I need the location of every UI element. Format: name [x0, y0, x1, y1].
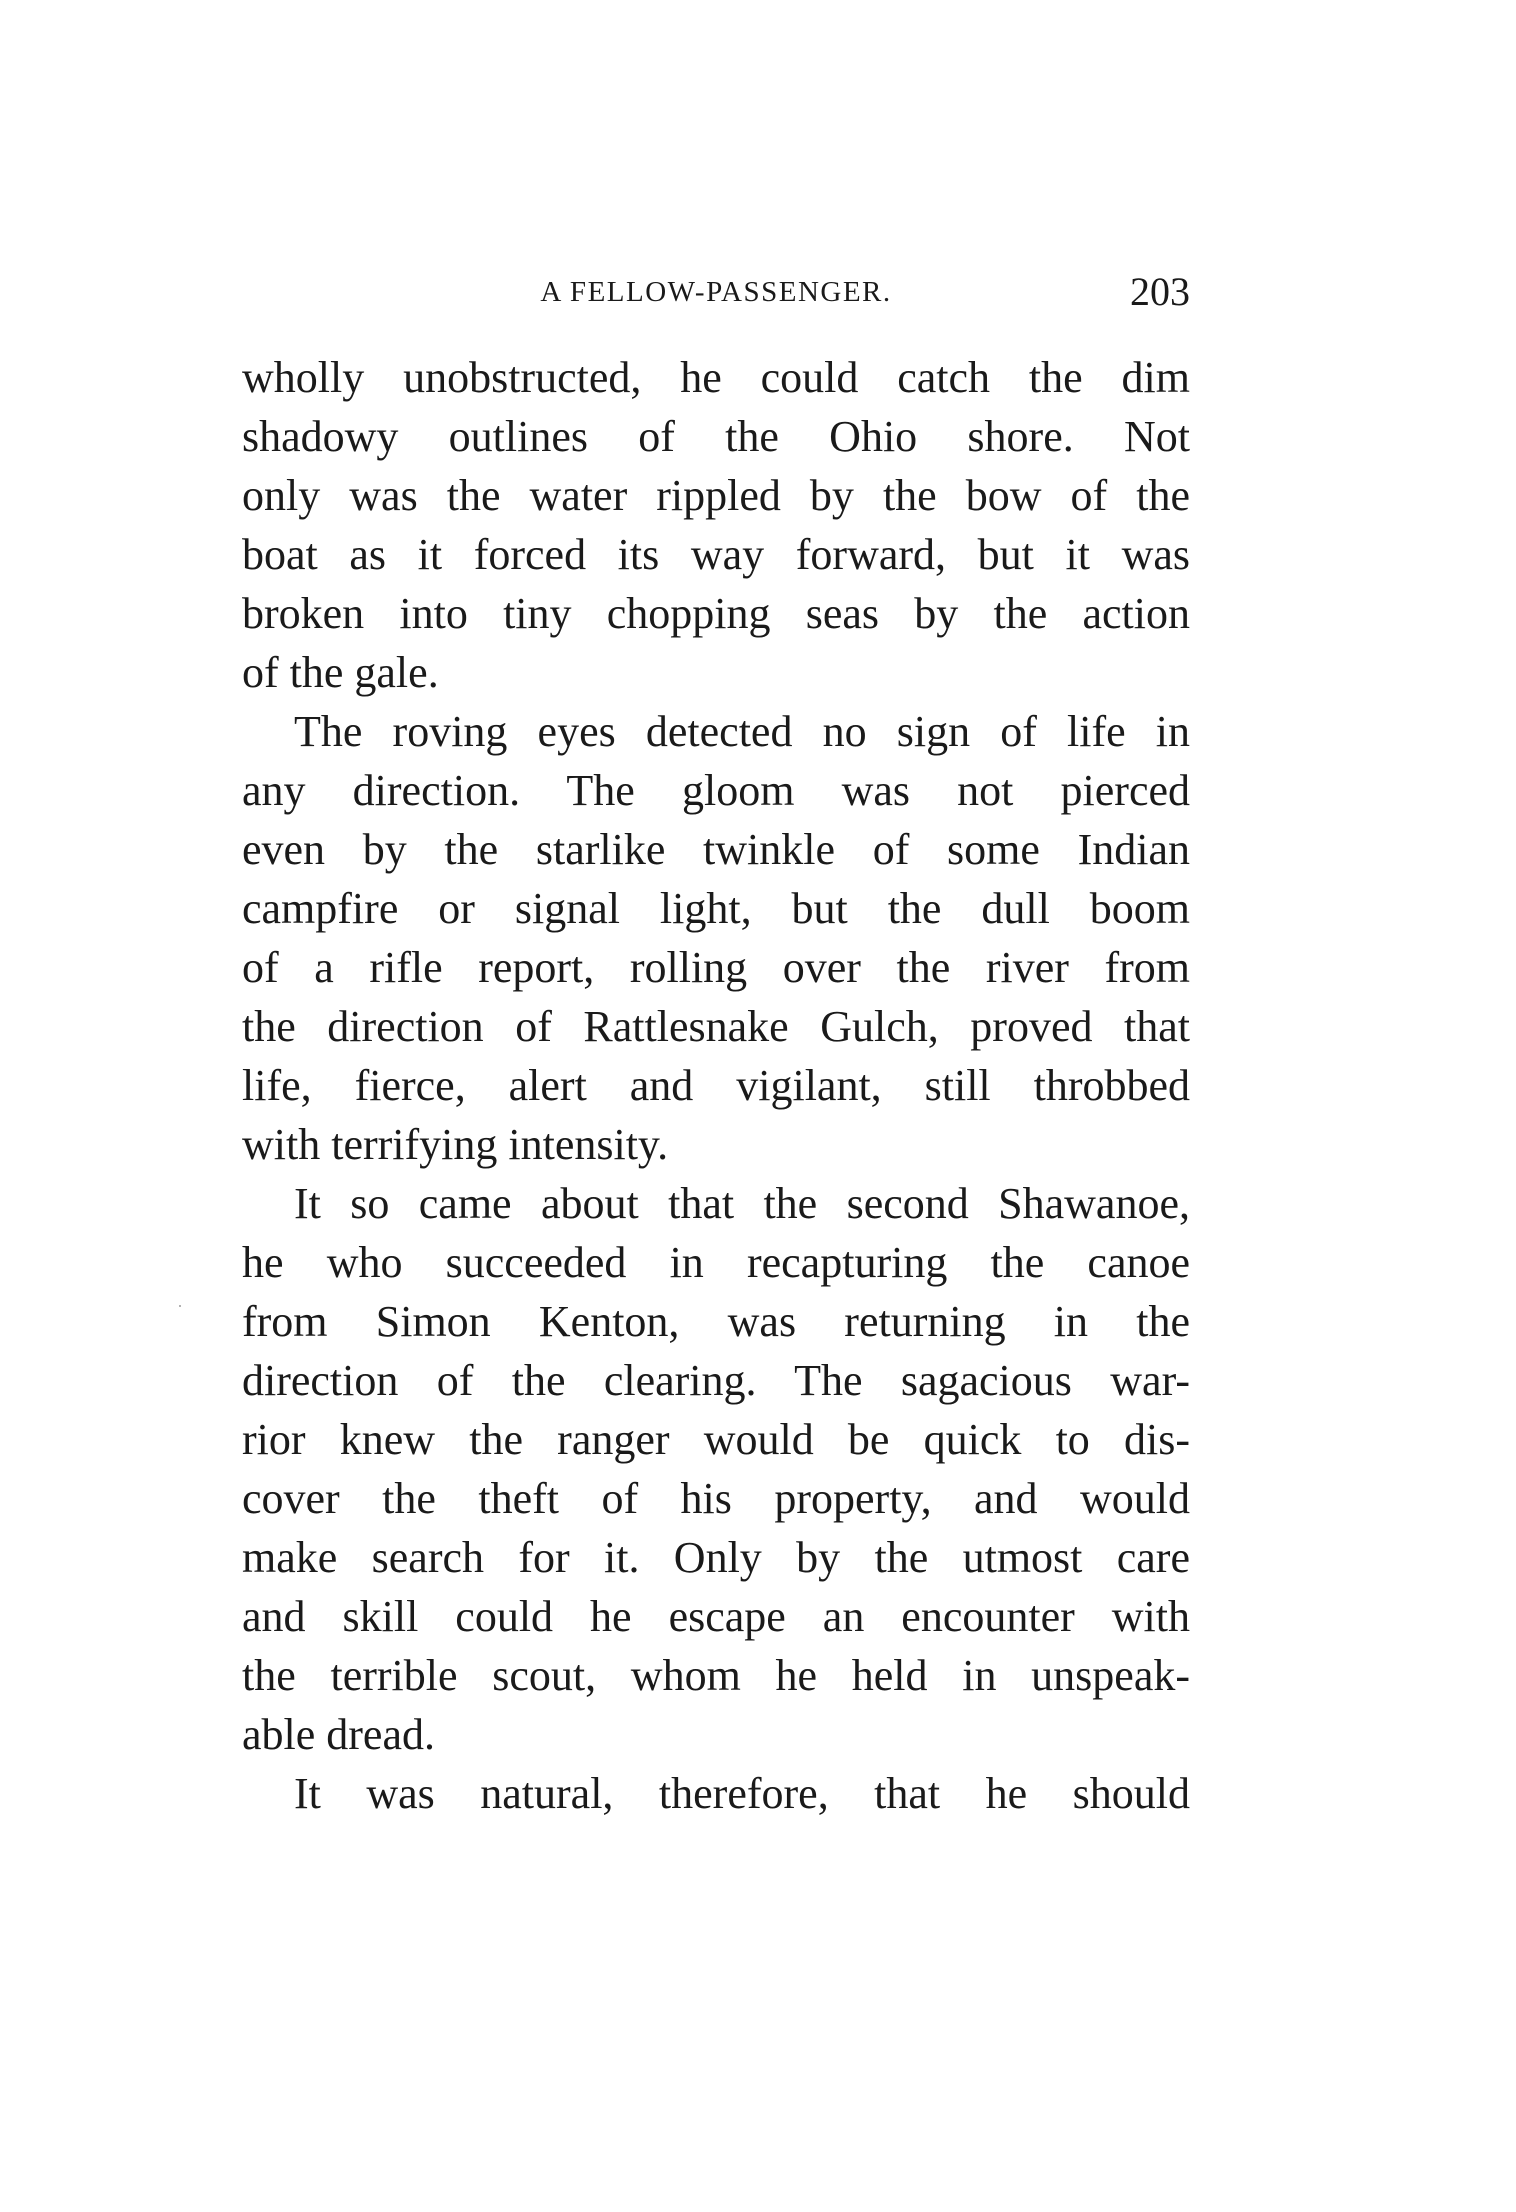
text-line: of the gale. [242, 648, 439, 697]
text-line: rior knew the ranger would be quick to dis- [242, 1415, 1190, 1464]
text-line: of a rifle report, rolling over the river from [242, 943, 1190, 992]
paragraph-first-line: It was natural, therefore, that he should [294, 1769, 1190, 1818]
text-line: the terrible scout, whom he held in unspeak- [242, 1651, 1190, 1700]
text-line: direction of the clearing. The sagacious war- [242, 1356, 1190, 1405]
text-line: life, fierce, alert and vigilant, still throbbed [242, 1061, 1190, 1110]
text-line: any direction. The gloom was not pierced [242, 766, 1190, 815]
text-line: cover the theft of his property, and would [242, 1474, 1190, 1523]
text-line: the direction of Rattlesnake Gulch, proved that [242, 1002, 1190, 1051]
text-line: and skill could he escape an encounter with [242, 1592, 1190, 1641]
text-line: wholly unobstructed, he could catch the dim [242, 353, 1190, 402]
paragraph-first-line: It so came about that the second Shawanoe, [294, 1179, 1190, 1228]
text-line: only was the water rippled by the bow of the [242, 471, 1190, 520]
body-text [242, 348, 1190, 1823]
text-line: he who succeeded in recapturing the canoe [242, 1238, 1190, 1287]
text-line: make search for it. Only by the utmost care [242, 1533, 1190, 1582]
page-number: 203 [1130, 269, 1190, 314]
paragraph-first-line: The roving eyes detected no sign of life in [294, 707, 1190, 756]
text-line: shadowy outlines of the Ohio shore. Not [242, 412, 1190, 461]
text-line: broken into tiny chopping seas by the action [242, 589, 1190, 638]
running-title: A FELLOW-PASSENGER. [540, 276, 892, 308]
text-line: even by the starlike twinkle of some Indian [242, 825, 1190, 874]
text-line: campfire or signal light, but the dull boom [242, 884, 1190, 933]
text-line: from Simon Kenton, was returning in the [242, 1297, 1190, 1346]
print-speck [179, 1305, 181, 1307]
text-line: boat as it forced its way forward, but it was [242, 530, 1190, 579]
text-line: with terrifying intensity. [242, 1120, 669, 1169]
running-head [242, 268, 1190, 328]
text-line: able dread. [242, 1710, 435, 1759]
